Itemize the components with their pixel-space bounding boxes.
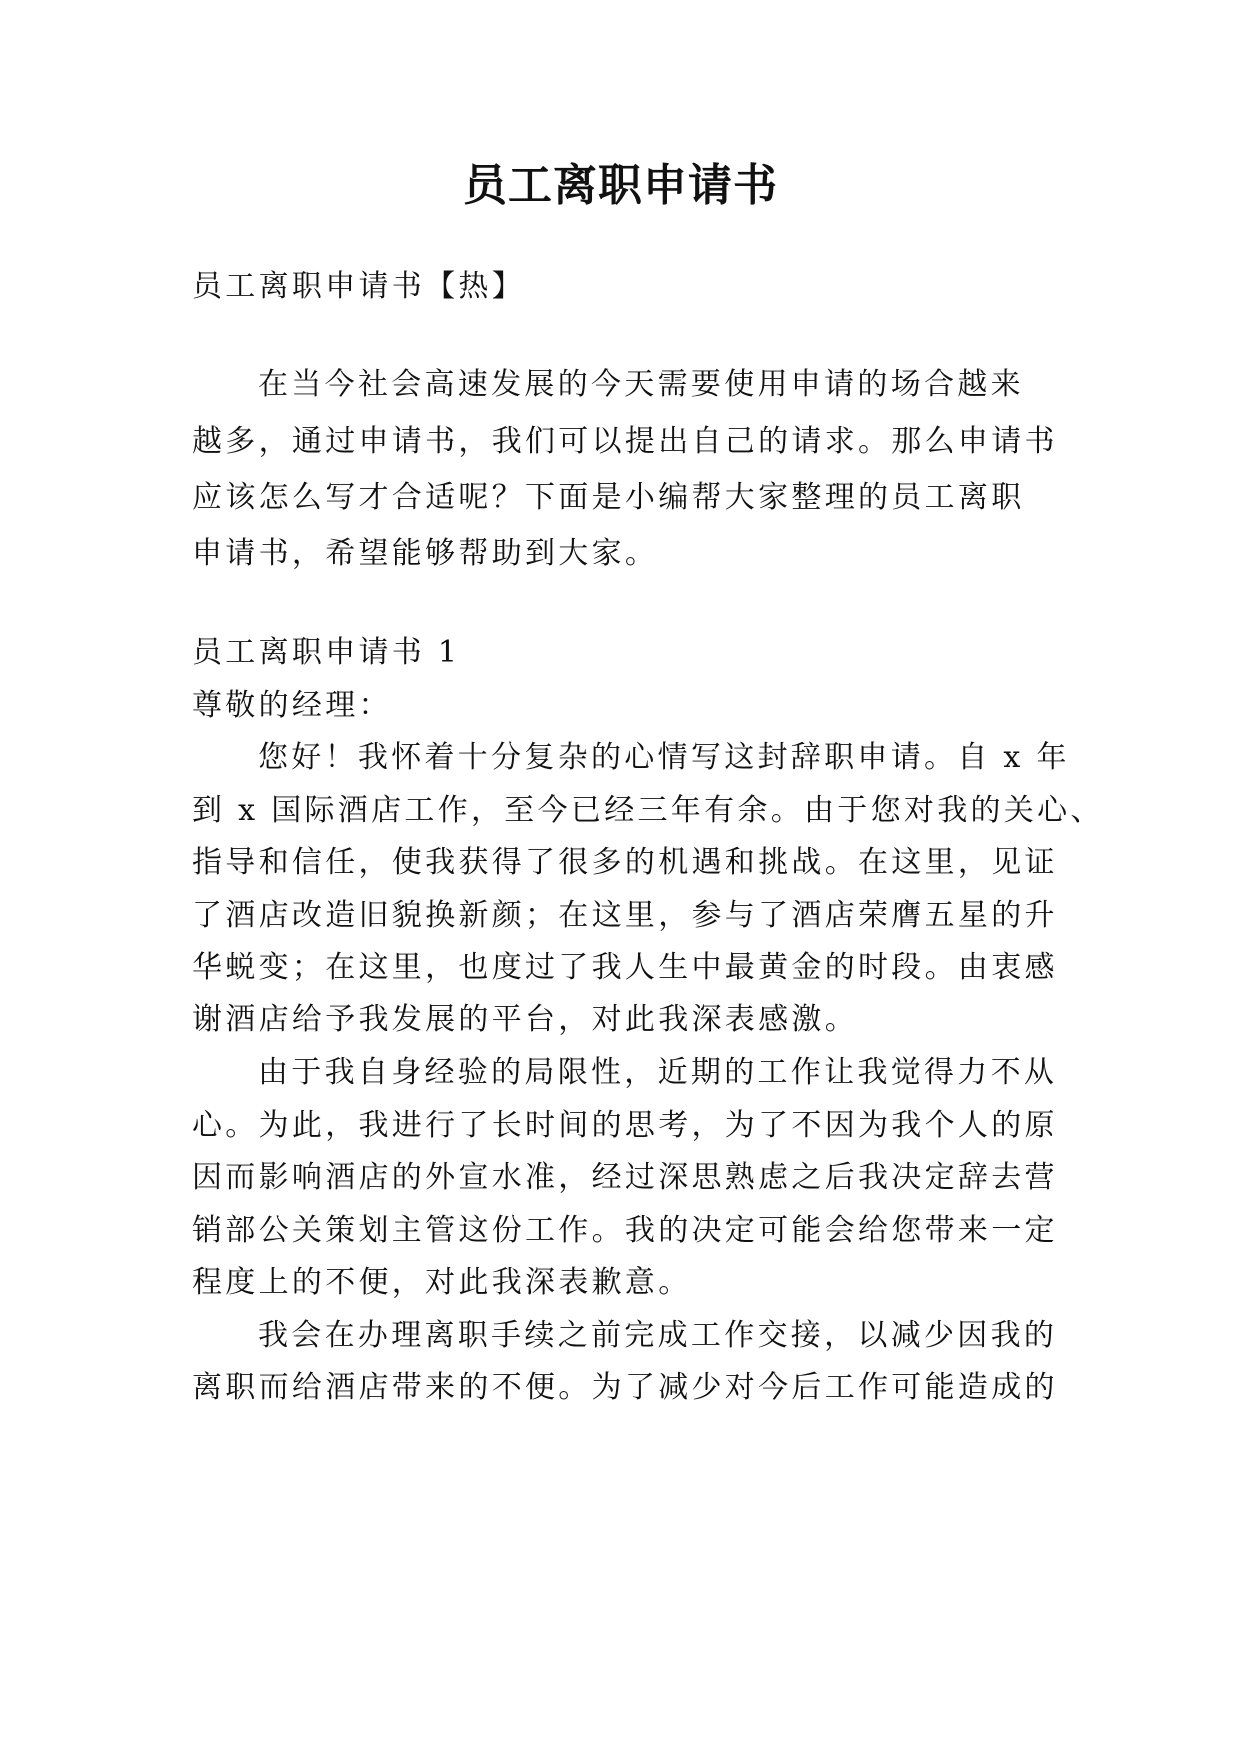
paragraph-line: 到 x 国际酒店工作，至今已经三年有余。由于您对我的关心、 [192, 793, 1104, 828]
intro-line: 在当今社会高速发展的今天需要使用申请的场合越来 [258, 367, 1024, 402]
paragraph-line: 指导和信任，使我获得了很多的机遇和挑战。在这里，见证 [192, 845, 1058, 880]
paragraph-line: 由于我自身经验的局限性，近期的工作让我觉得力不从 [258, 1055, 1058, 1090]
paragraph-line: 因而影响酒店的外宣水准，经过深思熟虑之后我决定辞去营 [192, 1160, 1058, 1195]
document-subtitle: 员工离职申请书【热】 [192, 269, 525, 304]
document-title: 员工离职申请书 [463, 160, 778, 211]
intro-line: 申请书，希望能够帮助到大家。 [192, 536, 659, 571]
section-heading: 员工离职申请书 1 [192, 635, 461, 670]
intro-line: 应该怎么写才合适呢？下面是小编帮大家整理的员工离职 [192, 480, 1025, 515]
paragraph-line: 我会在办理离职手续之前完成工作交接，以减少因我的 [258, 1318, 1058, 1353]
paragraph-line: 华蜕变；在这里，也度过了我人生中最黄金的时段。由衷感 [192, 950, 1058, 985]
paragraph-line: 程度上的不便，对此我深表歉意。 [192, 1265, 692, 1300]
intro-line: 越多，通过申请书，我们可以提出自己的请求。那么申请书 [192, 424, 1058, 459]
paragraph-line: 销部公关策划主管这份工作。我的决定可能会给您带来一定 [192, 1213, 1058, 1248]
paragraph-line: 离职而给酒店带来的不便。为了减少对今后工作可能造成的 [192, 1370, 1058, 1405]
paragraph-line: 谢酒店给予我发展的平台，对此我深表感激。 [192, 1002, 858, 1037]
salutation: 尊敬的经理： [192, 688, 392, 723]
paragraph-line: 心。为此，我进行了长时间的思考，为了不因为我个人的原 [192, 1108, 1058, 1143]
paragraph-line: 了酒店改造旧貌换新颜；在这里，参与了酒店荣膺五星的升 [192, 898, 1058, 933]
paragraph-line: 您好！我怀着十分复杂的心情写这封辞职申请。自 x 年 [258, 740, 1070, 775]
